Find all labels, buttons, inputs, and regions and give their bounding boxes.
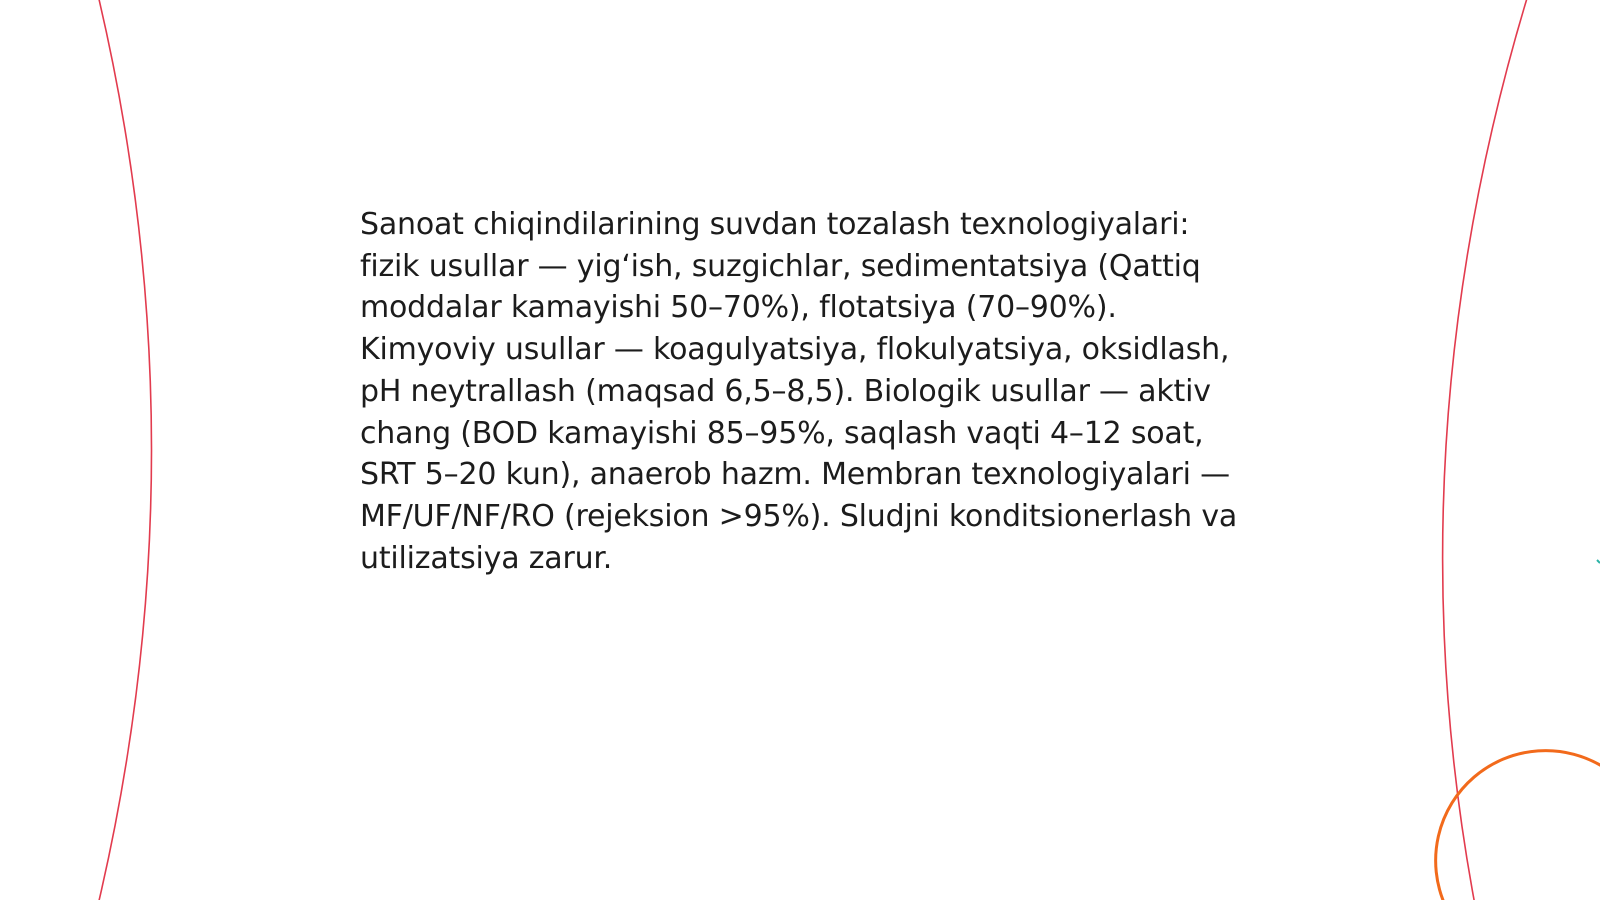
- slide-body-text: Sanoat chiqindilarining suvdan tozalash texnologiyalari: fizik usullar — yig‘ish, suzgichlar, sedimentatsiya (Qattiq moddalar kamayishi 50–70%), flotatsiya (70–90%). Kimyoviy usullar — koagulyatsiya, flokulyatsiya, oksidlash, pH neytrallash (maqsad 6,5–8,5). Biologik usullar — aktiv chang (BOD kamayishi 85–95%, saqlash vaqti 4–12 soat, SRT 5–20 kun), anaerob hazm. Membran texnologiyalari — MF/UF/NF/RO (rejeksion >95%). Sludjni konditsionerlash va utilizatsiya zarur.: [360, 207, 1238, 576]
- right-curve-line: [1443, 0, 1528, 900]
- corner-arc: [1436, 751, 1600, 900]
- left-curve-line: [98, 0, 152, 900]
